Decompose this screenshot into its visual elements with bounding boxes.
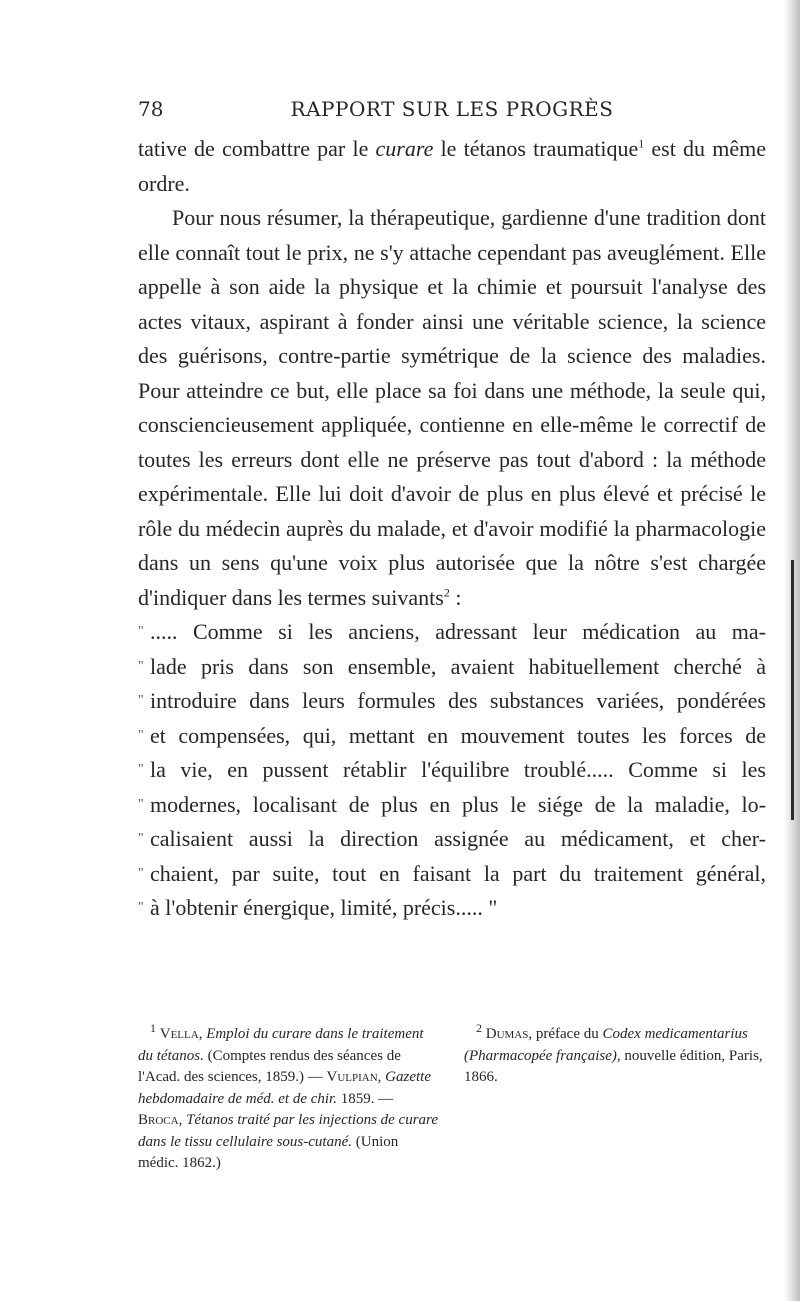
text-run: tative de combattre par le: [138, 136, 376, 161]
paragraph-summary: [138, 201, 766, 615]
quote-line: [138, 891, 766, 926]
work-title: Gazette hebdomadaire de méd. et de chir.: [138, 1069, 431, 1107]
quote-line: [138, 788, 766, 823]
quote-mark: ": [138, 624, 144, 639]
quote-line: [138, 615, 766, 650]
quote-line: [138, 684, 766, 719]
quote-line: [138, 753, 766, 788]
text-run: 1859. —: [336, 1090, 394, 1107]
author-name: Dumas: [485, 1026, 529, 1042]
text-run: , préface du: [528, 1026, 603, 1042]
quote-text: chaient, par suite, tout en faisant la part du traitement général,: [150, 860, 766, 886]
quote-text: la vie, en pussent rétablir l'équilibre troublé..... Comme si les: [150, 757, 766, 782]
footnote-marker: 2: [476, 1021, 482, 1035]
footnotes: [138, 1021, 766, 1175]
italic-term: curare: [375, 136, 434, 161]
author-name: Vella: [159, 1026, 199, 1042]
quote-text: à l'obtenir énergique, limité, précis..... ": [150, 895, 498, 920]
quote-line: [138, 719, 766, 754]
quote-line: [138, 822, 766, 857]
quote-mark: ": [138, 693, 144, 708]
quote-mark: ": [138, 865, 144, 881]
footnote-ref-2: 2: [443, 585, 450, 600]
quote-mark: ": [138, 762, 144, 777]
quote-text: introduire dans leurs formules des substances variées, pondérées: [150, 688, 766, 713]
text-run: le tétanos traumatique: [433, 136, 639, 161]
quote-mark: ": [138, 900, 144, 915]
quote-text: ..... Comme si les anciens, adressant leur médication au ma-: [150, 619, 766, 644]
work-title: Emploi du curare dans le traitement du tétanos.: [138, 1026, 424, 1064]
quote-mark: ": [138, 796, 144, 812]
running-head: RAPPORT SUR LES PROGRÈS: [290, 97, 614, 121]
page-edge-shadow: [784, 0, 800, 1301]
text-run: est du même ordre.: [138, 136, 766, 196]
body-text: [138, 132, 766, 926]
quote-text: et compensées, qui, mettant en mouvement toutes les forces de: [150, 722, 766, 748]
binding-line: [791, 560, 794, 820]
work-title: Codex medicamentarius (Pharmacopée française): [464, 1026, 748, 1064]
footnote-2: [464, 1021, 766, 1175]
quote-mark: ": [138, 831, 144, 846]
page-header: [138, 97, 766, 127]
quote-line: [138, 857, 766, 892]
quote-text: modernes, localisant de plus en plus le siége de la maladie, lo-: [150, 791, 766, 817]
text-run: (Union médic. 1862.): [138, 1133, 399, 1171]
text-run: ,: [178, 1112, 187, 1128]
text-run: :: [449, 584, 462, 610]
quote-text: lade pris dans son ensemble, avaient habituellement cherché à: [150, 653, 766, 679]
text-run: ,: [377, 1069, 386, 1085]
work-title: Tétanos traité par les injections de curare dans le tissu cellulaire sous-cutané.: [138, 1112, 438, 1150]
paragraph-continuation: [138, 132, 766, 201]
author-name: Broca: [138, 1112, 179, 1128]
text-run: Pour nous résumer, la thérapeutique, gardienne d'une tradition dont elle connaît tout le prix, ne s'y attache cependant pas aveuglément. Elle appelle à son aide la physique et la chimie et poursuit l'analyse des actes vitaux, aspirant à fonder ainsi une véritable science, la science des guérisons, contre-partie symétrique de la science des maladies. Pour atteindre ce but, elle place sa foi dans une méthode, la seule qui, consciencieusement appliquée, contienne en elle-même le correctif de toutes les erreurs dont elle ne préserve pas tout d'abord : la méthode expérimentale. Elle lui doit d'avoir de plus en plus élevé et précisé le rôle du médecin auprès du malade, et d'avoir modifié la pharmacologie dans un sens qu'une voix plus autorisée que la nôtre s'est chargée d'indiquer dans les termes suivants: [138, 205, 766, 610]
page-number: 78: [138, 97, 164, 121]
text-run: ,: [198, 1026, 207, 1042]
footnote-ref-1: 1: [638, 136, 645, 151]
quote-mark: ": [138, 658, 144, 674]
quote-mark: ": [138, 727, 144, 743]
quote-line: [138, 650, 766, 685]
block-quote: [138, 615, 766, 926]
footnote-marker: 1: [150, 1021, 156, 1035]
text-run: (Comptes rendus des séances de l'Acad. des sciences, 1859.) —: [138, 1047, 401, 1085]
author-name: Vulpian: [326, 1069, 378, 1085]
footnote-1: [138, 1021, 440, 1175]
text-run: , nouvelle édition, Paris, 1866.: [464, 1047, 763, 1085]
quote-text: calisaient aussi la direction assignée au médicament, et cher-: [150, 826, 766, 851]
